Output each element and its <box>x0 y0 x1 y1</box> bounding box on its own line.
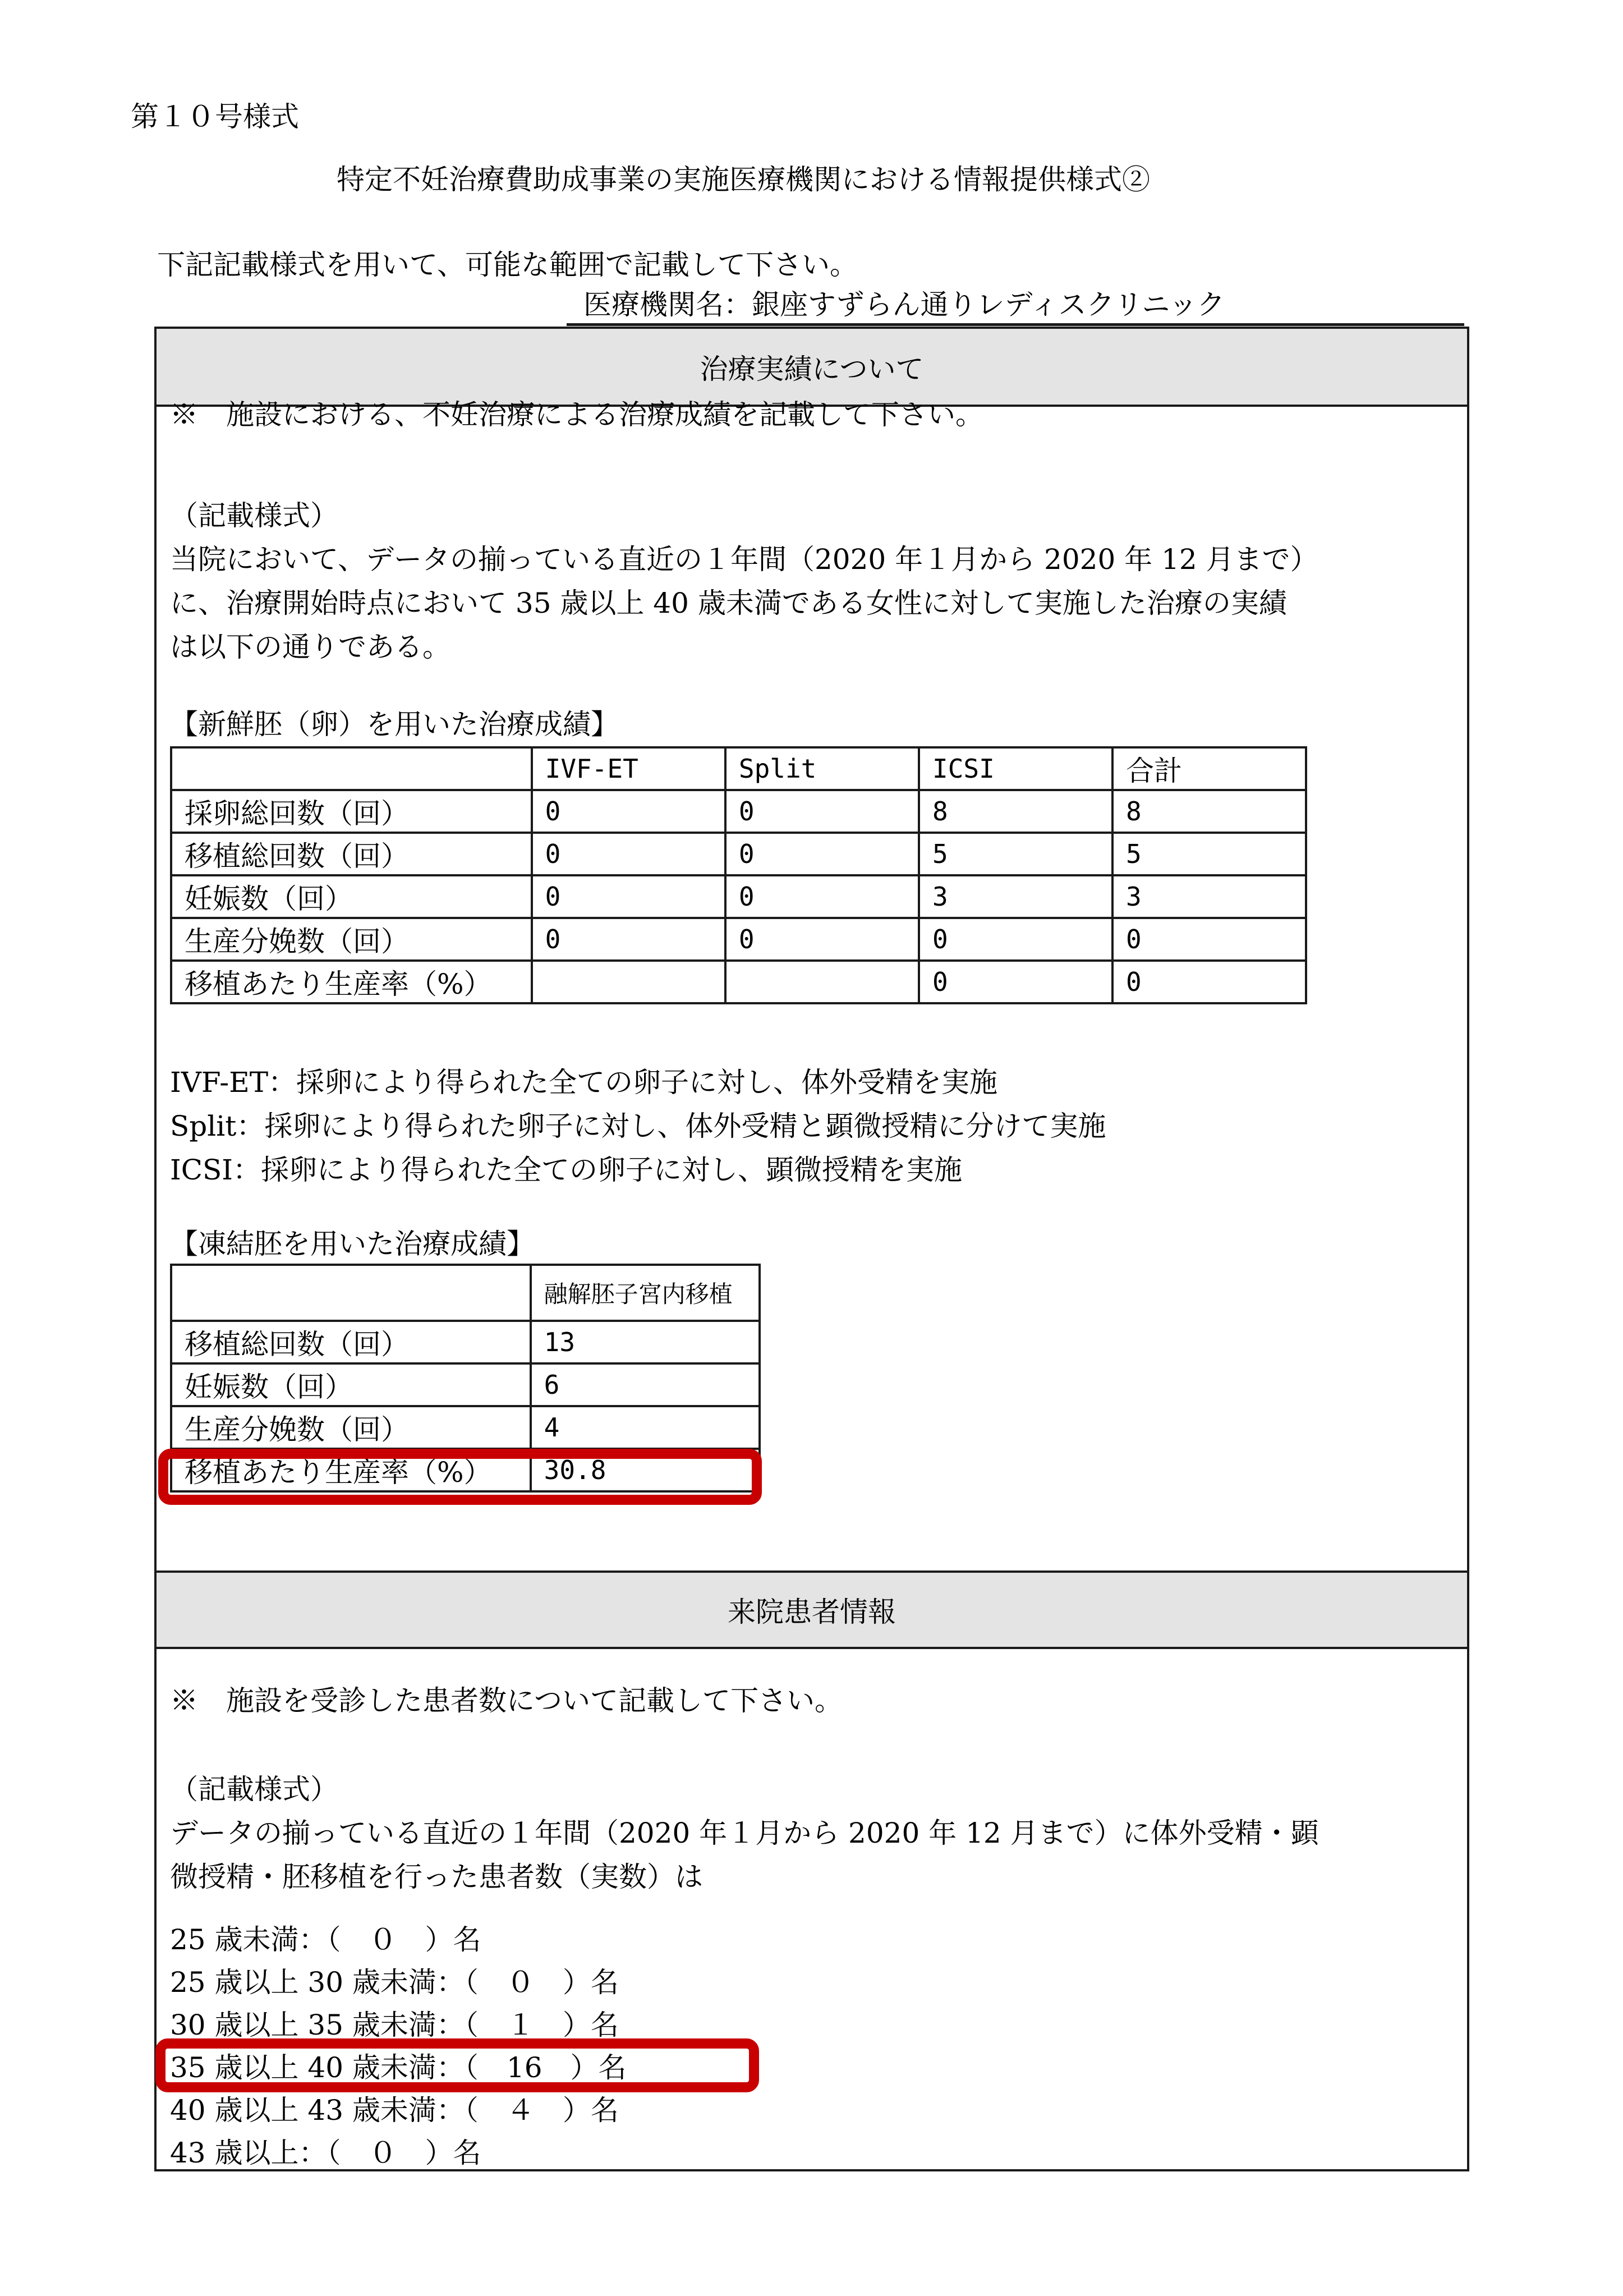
table-cell: 0 <box>725 875 919 918</box>
table-cell: 5 <box>1112 833 1306 875</box>
table-row <box>171 790 1306 833</box>
table-cell: 0 <box>1112 961 1306 1003</box>
table-row <box>171 1321 760 1363</box>
clinic-name-field <box>567 285 1464 326</box>
row-label: 移植あたり生産率（%） <box>171 961 532 1003</box>
table-header-cell: IVF-ET <box>532 747 725 790</box>
table-header-cell <box>171 747 532 790</box>
age-group-35-40: 35 歳以上 40 歳未満：（ 16 ）名 <box>170 2051 627 2084</box>
frozen-table-title: 【凍結胚を用いた治療成績】 <box>170 1228 535 1260</box>
table-cell: 0 <box>725 833 919 875</box>
section-header-patients <box>157 1571 1467 1649</box>
table-row <box>171 875 1306 918</box>
table-cell: 0 <box>532 875 725 918</box>
row-label: 妊娠数（回） <box>171 1363 531 1406</box>
table-cell <box>532 961 725 1003</box>
clinic-name-label: 医療機関名：銀座すずらん通りレディスクリニック <box>583 288 1225 321</box>
table-header-cell: ICSI <box>919 747 1112 790</box>
table-row <box>171 961 1306 1003</box>
table-cell: 13 <box>531 1321 760 1363</box>
table-cell: 8 <box>1112 790 1306 833</box>
row-label: 移植総回数（回） <box>171 1321 531 1363</box>
definition-split: Split：採卵により得られた卵子に対し、体外受精と顕微授精に分けて実施 <box>170 1110 1106 1142</box>
table-cell: 0 <box>532 918 725 961</box>
table-row <box>171 1406 760 1449</box>
row-label: 移植あたり生産率（%） <box>171 1449 531 1491</box>
section-header-patients-label: 来院患者情報 <box>728 1596 896 1628</box>
row-label: 生産分娩数（回） <box>171 918 532 961</box>
table-row <box>171 1363 760 1406</box>
table-header-row <box>171 747 1306 790</box>
table-cell <box>725 961 919 1003</box>
table-cell: 4 <box>531 1406 760 1449</box>
age-group-30-35: 30 歳以上 35 歳未満：（ １ ）名 <box>170 2009 619 2041</box>
row-label: 生産分娩数（回） <box>171 1406 531 1449</box>
document-title: 特定不妊治療費助成事業の実施医療機関における情報提供様式② <box>337 163 1150 196</box>
form-number: 第１０号様式 <box>131 100 299 133</box>
table-cell: 30.8 <box>531 1449 760 1491</box>
treatment-intro-line-2: に、治療開始時点において 35 歳以上 40 歳未満である女性に対して実施した治療の実績 <box>170 587 1287 619</box>
row-label: 採卵総回数（回） <box>171 790 532 833</box>
treatment-note: ※ 施設における、不妊治療による治療成績を記載して下さい。 <box>170 398 983 431</box>
definition-ivf-et: IVF-ET：採卵により得られた全ての卵子に対し、体外受精を実施 <box>170 1066 998 1099</box>
treatment-intro-line-3: は以下の通りである。 <box>170 631 450 663</box>
table-cell: 6 <box>531 1363 760 1406</box>
patient-intro-line-1: データの揃っている直近の１年間（2020 年１月から 2020 年 12 月まで）に体外受精・顕 <box>170 1817 1319 1849</box>
table-cell: 0 <box>725 790 919 833</box>
age-group-40-43: 40 歳以上 43 歳未満：（ ４ ）名 <box>170 2094 619 2127</box>
table-header-cell <box>171 1265 531 1321</box>
section-header-treatment-label: 治療実績について <box>700 352 924 385</box>
table-cell: 0 <box>532 833 725 875</box>
table-cell: 8 <box>919 790 1112 833</box>
table-header-row <box>171 1265 760 1321</box>
table-row <box>171 833 1306 875</box>
table-cell: 5 <box>919 833 1112 875</box>
patient-note: ※ 施設を受診した患者数について記載して下さい。 <box>170 1684 843 1717</box>
frozen-embryo-table <box>170 1264 761 1493</box>
table-header-cell: 合計 <box>1112 747 1306 790</box>
table-header-cell: Split <box>725 747 919 790</box>
table-cell: 0 <box>919 961 1112 1003</box>
table-cell: 3 <box>919 875 1112 918</box>
age-group-43-plus: 43 歳以上：（ ０ ）名 <box>170 2137 481 2169</box>
patient-intro-line-2: 微授精・胚移植を行った患者数（実数）は <box>170 1861 703 1893</box>
fresh-embryo-table <box>170 746 1307 1004</box>
treatment-format-label: （記載様式） <box>170 499 338 532</box>
table-row <box>171 918 1306 961</box>
age-group-under-25: 25 歳未満：（ ０ ）名 <box>170 1923 481 1956</box>
table-row <box>171 1449 760 1491</box>
age-group-25-30: 25 歳以上 30 歳未満：（ ０ ）名 <box>170 1966 619 1999</box>
row-label: 移植総回数（回） <box>171 833 532 875</box>
table-header-cell: 融解胚子宮内移植 <box>531 1265 760 1321</box>
definition-icsi: ICSI：採卵により得られた全ての卵子に対し、顕微授精を実施 <box>170 1154 963 1186</box>
table-cell: 0 <box>1112 918 1306 961</box>
treatment-intro-line-1: 当院において、データの揃っている直近の１年間（2020 年１月から 2020 年 12 月まで） <box>170 543 1318 576</box>
fresh-table-title: 【新鮮胚（卵）を用いた治療成績】 <box>170 708 619 741</box>
row-label: 妊娠数（回） <box>171 875 532 918</box>
table-cell: 0 <box>532 790 725 833</box>
patient-format-label: （記載様式） <box>170 1773 338 1806</box>
table-cell: 0 <box>725 918 919 961</box>
table-cell: 3 <box>1112 875 1306 918</box>
instruction-text: 下記記載様式を用いて、可能な範囲で記載して下さい。 <box>157 249 858 281</box>
table-cell: 0 <box>919 918 1112 961</box>
